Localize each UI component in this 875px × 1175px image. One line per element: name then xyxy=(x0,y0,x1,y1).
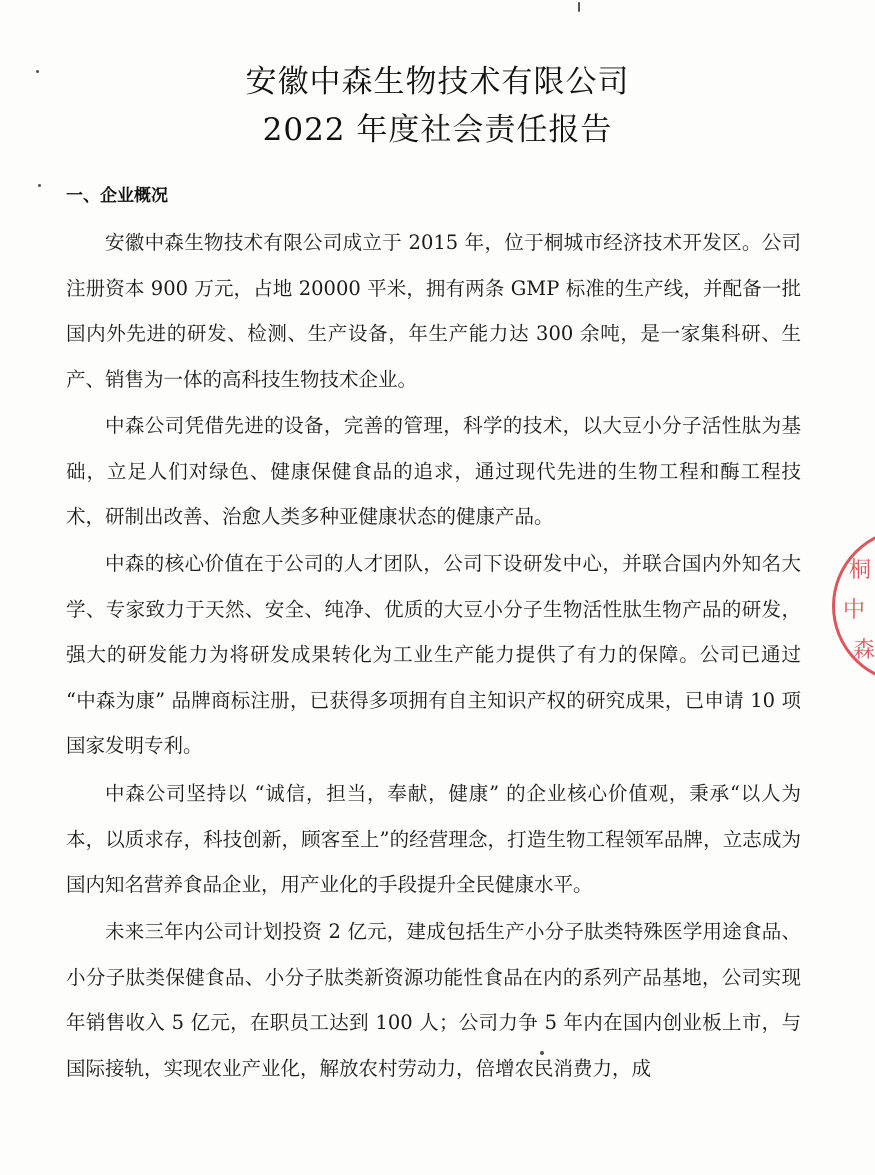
paragraph-philosophy: 中森公司坚持以 “诚信，担当，奉献，健康” 的企业核心价值观，秉承“以人为本，以质求存，科技创新，顾客至上”的经营理念，打造生物工程领军品牌，立志成为国内知名营养食品企业，用产业化的手段提升全民健康水平。 xyxy=(66,782,801,896)
scan-speck xyxy=(578,2,580,12)
stamp-char: 中 xyxy=(843,598,866,623)
paragraph-future-plan: 未来三年内公司计划投资 2 亿元，建成包括生产小分子肽类特殊医学用途食品、小分子肽类保健食品、小分子肽类新资源功能性食品在内的系列产品基地，公司实现年销售收入 5 亿元，在职员工达到 100 人；公司力争 5 年内在国内创业板上市，与国际接轨，实现农业产业化，解放农村劳动力，倍增农民消费力，成 xyxy=(66,920,801,1080)
paragraph-core-value: 中森的核心价值在于公司的人才团队，公司下设研发中心，并联合国内外知名大学、专家致力于天然、安全、纯净、优质的大豆小分子生物活性肽生物产品的研发，强大的研发能力为将研发成果转化为工业生产能力提供了有力的保障。公司已通过 “中森为康” 品牌商标注册，已获得多项拥有自主知识产权的研究成果，已申请 10 项国家发明专利。 xyxy=(66,552,801,757)
scan-speck xyxy=(38,184,41,187)
paragraph-technology: 中森公司凭借先进的设备，完善的管理，科学的技术，以大豆小分子活性肽为基础，立足人们对绿色、健康保健食品的追求，通过现代先进的生物工程和酶工程技术，研制出改善、治愈人类多种亚健康状态的健康产品。 xyxy=(66,414,801,528)
document-title-line-2: 2022 年度社会责任报告 xyxy=(262,112,613,148)
company-seal-stamp xyxy=(832,528,875,684)
section-heading-overview: 一、企业概况 xyxy=(66,186,168,206)
stamp-char: 森 xyxy=(853,638,875,663)
stamp-char: 桐 xyxy=(849,558,872,583)
scan-speck xyxy=(540,1051,544,1055)
paragraph-company-profile: 安徽中森生物技术有限公司成立于 2015 年，位于桐城市经济技术开发区。公司注册资本 900 万元，占地 20000 平米，拥有两条 GMP 标准的生产线，并配备一批国内外先进的研发、检测、生产设备，年生产能力达 300 余吨，是一家集科研、生产、销售为一体的高科技生物技术企业。 xyxy=(66,231,801,391)
document-title-line-1: 安徽中森生物技术有限公司 xyxy=(245,64,630,100)
scan-speck xyxy=(36,70,39,73)
